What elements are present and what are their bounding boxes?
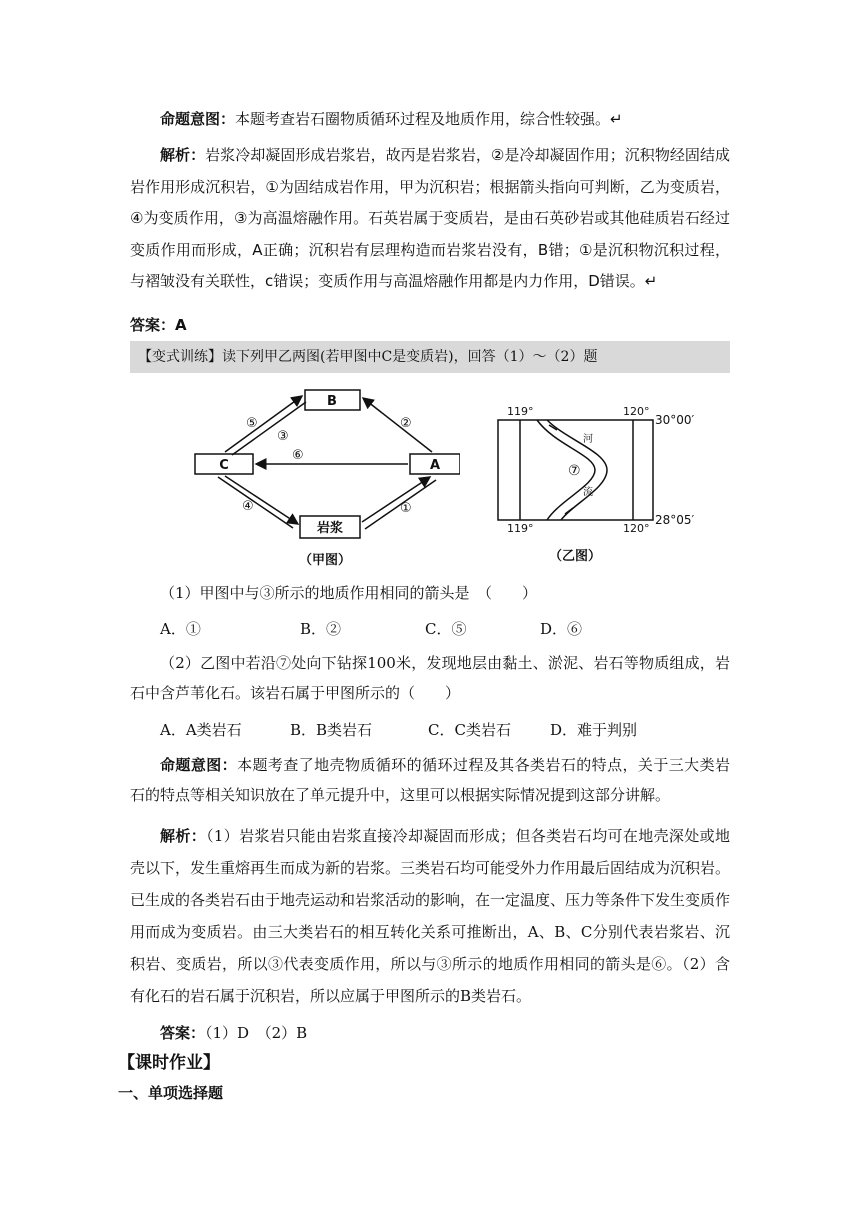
analysis-text: 岩浆冷却凝固形成岩浆岩，故丙是岩浆岩，②是冷却凝固作用；沉积物经固结成岩作用形成沉积岩，①为固结成岩作用，甲为沉积岩；根据箭头指向可判断，乙为变质岩，④为变质作用，③为高温熔融作用。石英岩属于变质岩，是由石英砂岩或其他硅质岩石经过变质作用而形成，A正确；沉积岩有层理构造而岩浆岩没有，B错；①是沉积物沉积过程，与褶皱没有关联性，c错误；变质作用与高温熔融作用都是内力作用，D错误。↵	[130, 146, 730, 290]
top-lat: 30°00′	[655, 413, 695, 427]
diagram-jia-caption: （甲图）	[298, 553, 352, 568]
intent-paragraph-2	[130, 750, 730, 810]
arrow-5	[225, 396, 302, 452]
arrow-1	[362, 477, 430, 522]
arrow-label-2: ②	[400, 416, 412, 431]
diagram-yi-caption: （乙图）	[548, 549, 602, 564]
box-c-label: C	[219, 458, 229, 473]
intent-label-2: 命题意图：	[160, 756, 238, 774]
analysis-label-2: 解析：	[160, 827, 207, 845]
q2-option-d: D．难于判别	[550, 721, 638, 739]
top-right-lon: 120°	[623, 405, 650, 418]
box-magma-label: 岩浆	[316, 521, 344, 536]
bottom-right-lon: 120°	[623, 522, 650, 535]
intent-text: 本题考查岩石圈物质循环过程及地质作用，综合性较强。↵	[235, 110, 623, 128]
bottom-lat: 28°05′	[655, 513, 695, 527]
answer-label: 答案：	[130, 316, 176, 334]
analysis-text-2: （1）岩浆岩只能由岩浆直接冷却凝固而形成；但各类岩石均可在地壳深处或地壳以下，发生重熔再生而成为新的岩浆。三类岩石均可能受外力作用最后固结成为沉积岩。已生成的各类岩石由于地壳运动和岩浆活动的影响，在一定温度、压力等条件下发生变质作用而成为变质岩。由三大类岩石的相互转化关系可推断出，A、B、C分别代表岩浆岩、沉积岩、变质岩，所以③代表变质作用，所以与③所示的地质作用相同的箭头是⑥。（2）含有化石的岩石属于沉积岩，所以应属于甲图所示的B类岩石。	[130, 827, 731, 1005]
q1-option-c: C．⑤	[425, 620, 467, 638]
analysis-paragraph-2	[130, 820, 730, 1012]
q1-option-d: D．⑥	[540, 620, 583, 638]
analysis-label: 解析：	[160, 146, 206, 164]
box-b-label: B	[327, 394, 337, 409]
box-a-label: A	[429, 458, 441, 473]
rock-cycle-diagram	[180, 382, 460, 572]
arrow-label-5: ⑤	[246, 416, 258, 431]
arrow-label-6: ⑥	[292, 448, 304, 463]
q2-option-c: C．C类岩石	[428, 721, 511, 739]
intent-text-2: 本题考查了地壳物质循环的循环过程及其各类岩石的特点，关于三大类岩石的特点等相关知识放在了单元提升中，这里可以根据实际情况提到这部分讲解。	[130, 756, 730, 804]
arrow-label-1: ①	[400, 501, 412, 516]
intent-paragraph-1	[130, 104, 730, 134]
variant-training-banner: 【变式训练】读下列甲乙两图(若甲图中C是变质岩)，回答（1）～（2）题	[130, 341, 730, 373]
arrow-2	[363, 398, 432, 452]
flow-arrow-bottom	[565, 508, 573, 514]
top-left-lon: 119°	[507, 405, 534, 418]
answer-text-2: （1）D （2）B	[205, 1024, 308, 1042]
answer-text: A	[175, 316, 187, 334]
river-label-2: 流	[583, 487, 593, 498]
arrow-4	[225, 476, 298, 524]
answer-line-1	[130, 310, 730, 340]
intent-label: 命题意图：	[160, 110, 236, 128]
q2-option-a: A．A类岩石	[160, 721, 242, 739]
arrow-4-line2	[218, 477, 293, 528]
question-1-stem: （1）甲图中与③所示的地质作用相同的箭头是 （ ）	[160, 584, 538, 602]
answer-label-2: 答案：	[160, 1024, 206, 1042]
single-choice-heading: 一、单项选择题	[118, 1084, 224, 1102]
point-7-label: ⑦	[568, 463, 581, 479]
analysis-paragraph-1	[130, 140, 730, 298]
q1-option-b: B．②	[300, 620, 342, 638]
arrow-label-3: ③	[277, 429, 289, 444]
q1-option-a: A．①	[160, 620, 201, 638]
answer-line-2	[130, 1018, 730, 1048]
question-2-stem: （2）乙图中若沿⑦处向下钻探100米，发现地层由黏土、淤泥、岩石等物质组成，岩石中含芦苇化石。该岩石属于甲图所示的（ ）	[130, 654, 730, 702]
river-label-1: 河	[583, 434, 593, 445]
homework-heading: 【课时作业】	[118, 1053, 220, 1073]
river-map-diagram	[485, 400, 725, 575]
bottom-left-lon: 119°	[507, 522, 534, 535]
arrow-label-4: ④	[242, 499, 254, 514]
q2-option-b: B．B类岩石	[290, 721, 373, 739]
